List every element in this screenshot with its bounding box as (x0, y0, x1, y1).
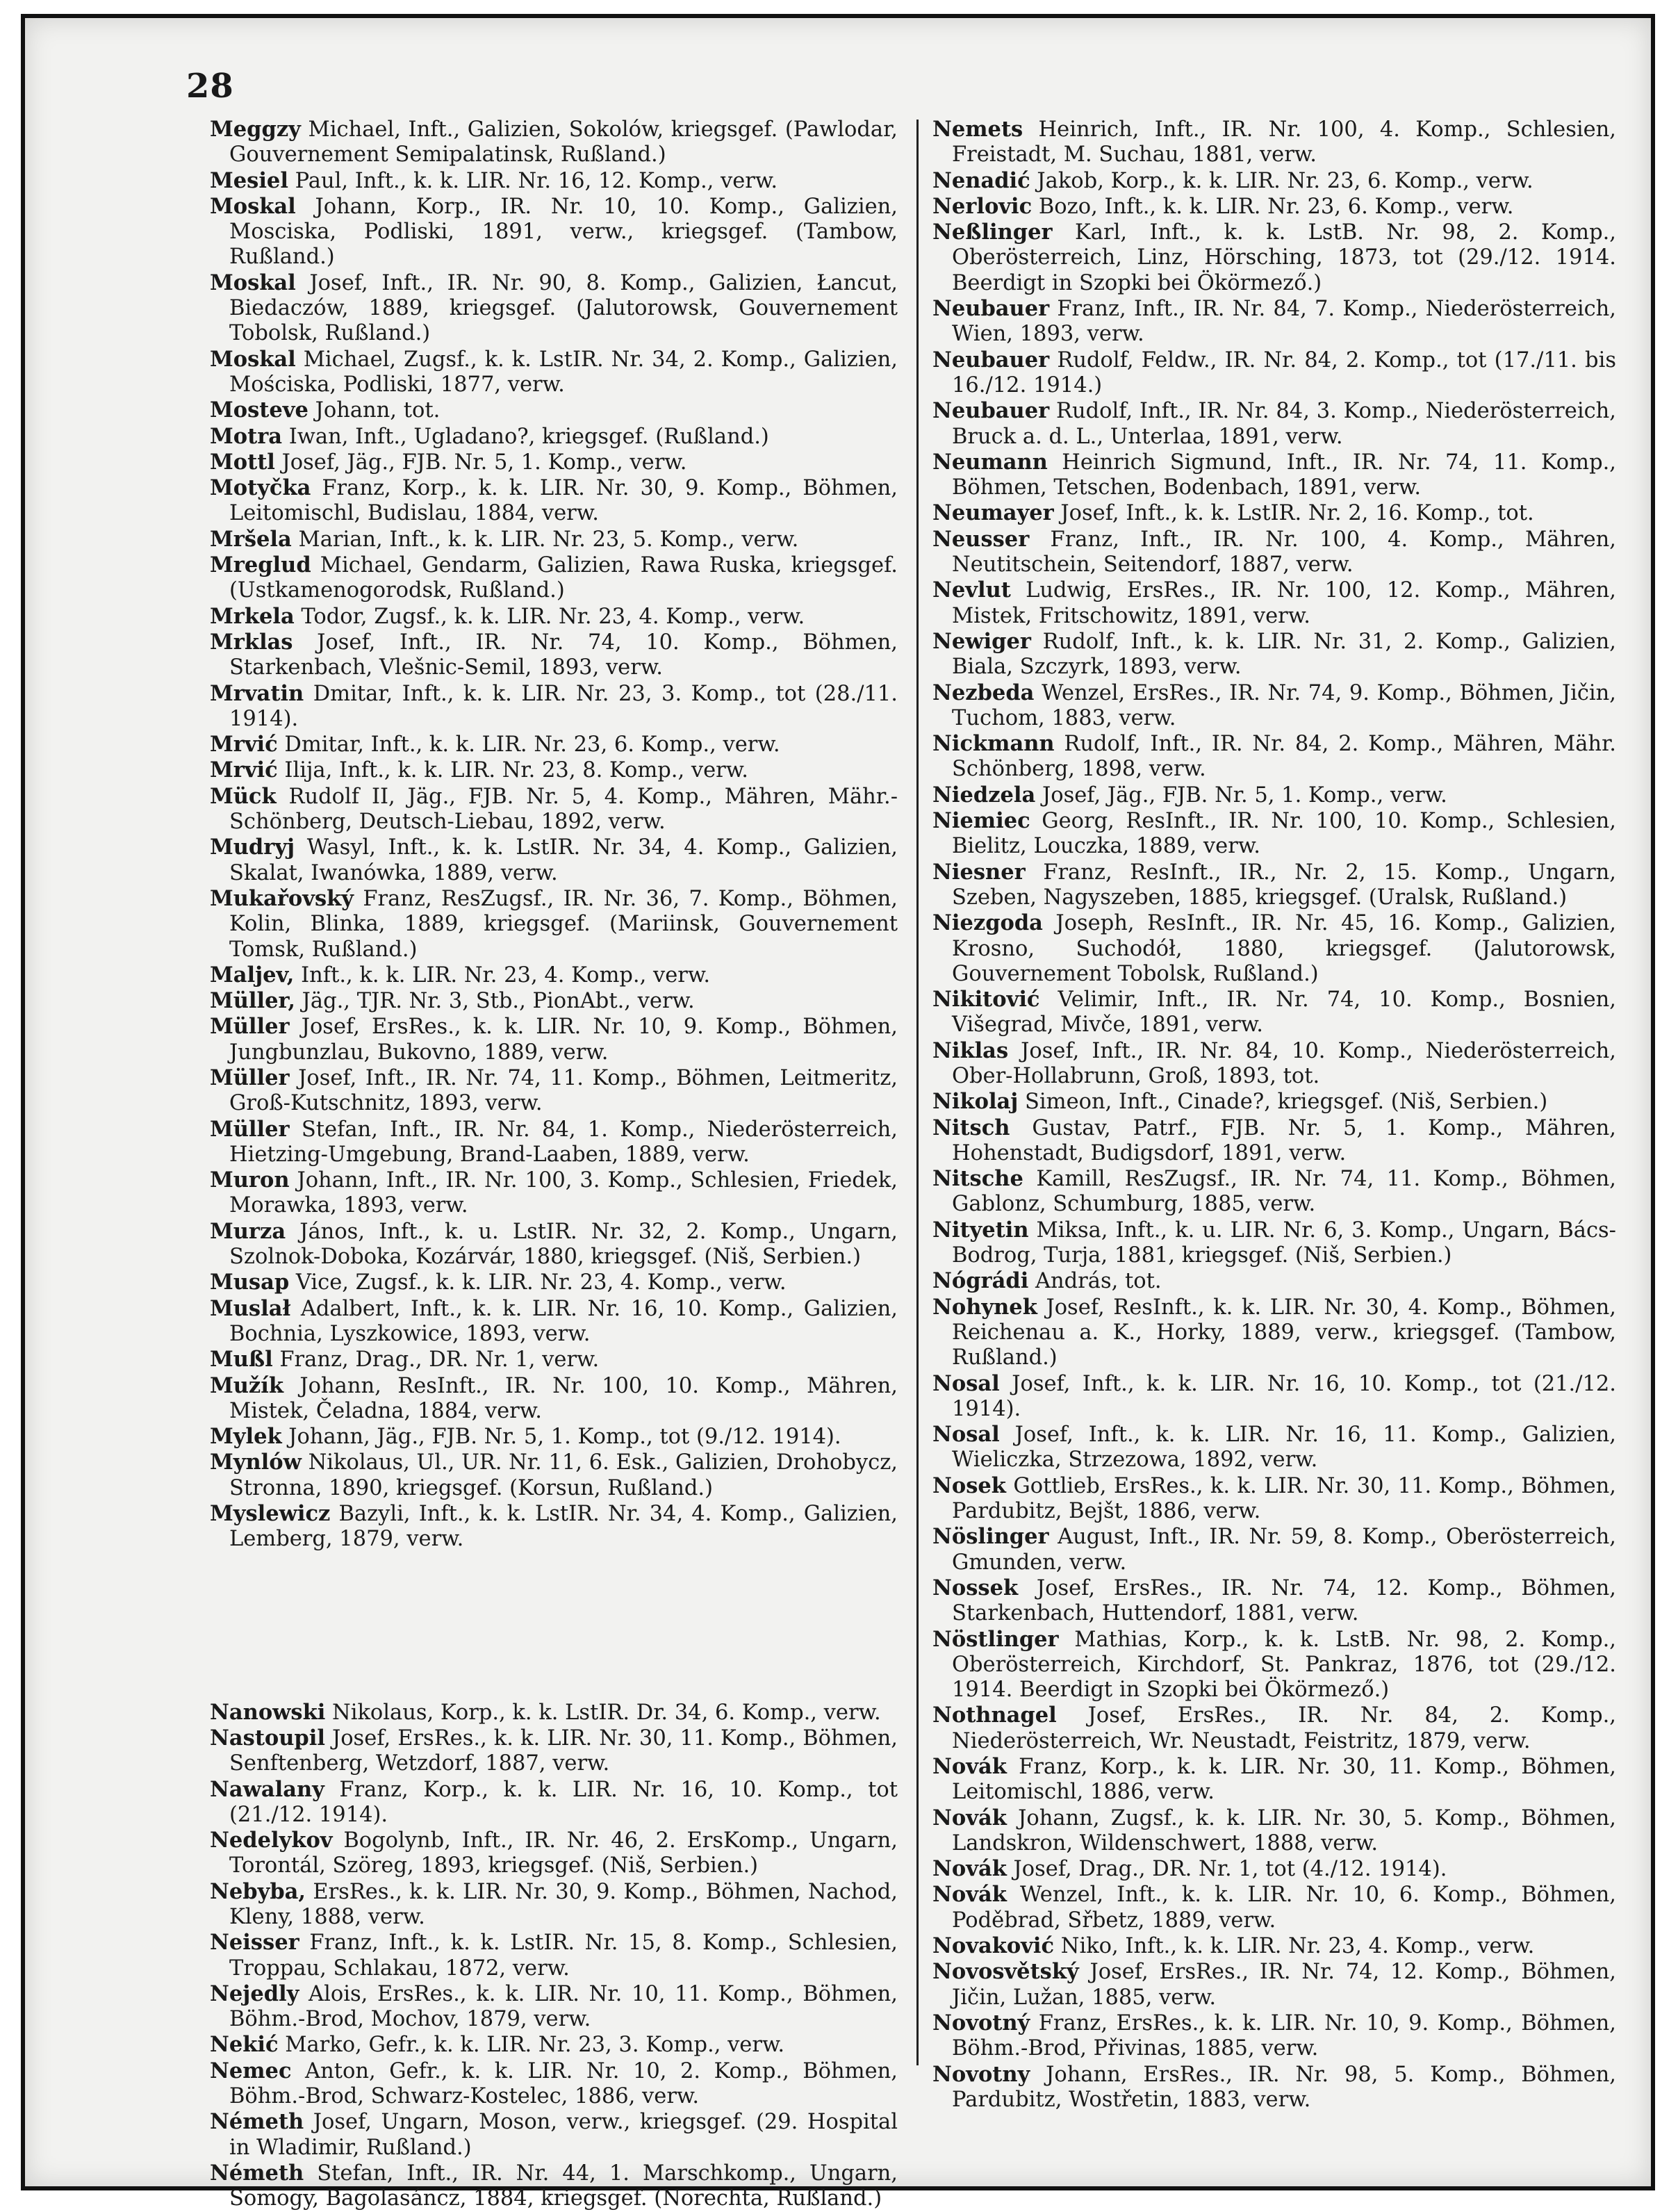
entry-surname: Neusser (932, 526, 1030, 552)
entry-surname: Mück (210, 783, 277, 809)
entry-surname: Novotný (932, 2010, 1030, 2035)
list-entry (932, 220, 1616, 296)
entry-surname: Musap (210, 1270, 290, 1295)
list-entry (932, 1575, 1616, 1627)
entry-surname: Niesner (932, 859, 1026, 885)
list-entry (932, 783, 1616, 808)
entry-details: Stefan, Inft., IR. Nr. 84, 1. Komp., Niederösterreich, Hietzing-Umgebung, Brand-Laaben, 1889, verw. (229, 1117, 898, 1167)
list-entry (210, 1065, 898, 1117)
list-entry (210, 270, 898, 347)
list-entry (210, 552, 898, 604)
list-entry (210, 1219, 898, 1270)
entry-surname: Müller (210, 1065, 290, 1090)
entry-details: Gustav, Patrf., FJB. Nr. 5, 1. Komp., Mähren, Hohenstadt, Budigsdorf, 1891, verw. (952, 1115, 1616, 1165)
list-entry (932, 680, 1616, 732)
entry-details: Velimir, Inft., IR. Nr. 74, 10. Komp., Bosnien, Višegrad, Mivče, 1891, verw. (952, 988, 1616, 1038)
list-entry (210, 1450, 898, 1501)
section-gap (210, 1553, 898, 1700)
list-entry (210, 1373, 898, 1425)
list-entry (210, 1726, 898, 1777)
entry-details: Michael, Gendarm, Galizien, Rawa Ruska, kriegsgef. (Ustkamenogorodsk, Rußland.) (229, 553, 898, 603)
entry-surname: Nezbeda (932, 680, 1035, 705)
entry-details: Josef, Inft., IR. Nr. 74, 10. Komp., Böhmen, Starkenbach, Vlešnic-Semil, 1893, verw. (229, 630, 898, 680)
entry-details: Anton, Gefr., k. k. LIR. Nr. 10, 2. Komp., Böhmen, Böhm.-Brod, Schwarz-Kostelec, 1886, verw. (229, 2058, 898, 2109)
list-entry (932, 1754, 1616, 1805)
entry-surname: Neubauer (932, 296, 1050, 322)
entry-details: Franz, ResInft., IR., Nr. 2, 15. Komp., Ungarn, Szeben, Nagyszeben, 1885, kriegsgef. (Uralsk, Rußland.) (952, 860, 1616, 910)
entry-details: Paul, Inft., k. k. LIR. Nr. 16, 12. Komp., verw. (288, 168, 778, 193)
entry-details: Niko, Inft., k. k. LIR. Nr. 23, 4. Komp., verw. (1054, 1934, 1535, 1959)
list-entry (210, 1879, 898, 1931)
list-entry (210, 2032, 898, 2058)
entry-details: Bozo, Inft., k. k. LIR. Nr. 23, 6. Komp., verw. (1032, 194, 1514, 219)
list-entry (932, 450, 1616, 501)
document-page (21, 14, 1655, 2211)
entry-surname: Mrvić (210, 732, 278, 757)
list-entry (210, 398, 898, 423)
entry-surname: Mesiel (210, 167, 288, 193)
list-entry (210, 2109, 898, 2161)
list-entry (932, 168, 1616, 194)
list-entry (932, 1295, 1616, 1371)
entry-details: Franz, Inft., IR. Nr. 84, 7. Komp., Niederösterreich, Wien, 1893, verw. (952, 297, 1616, 347)
list-entry (210, 347, 898, 398)
list-entry (932, 1524, 1616, 1575)
list-entry (932, 1703, 1616, 1754)
entry-details: Johann, ResInft., IR. Nr. 100, 10. Komp., Mähren, Mistek, Čeladna, 1884, verw. (229, 1373, 898, 1423)
entry-surname: Nebyba, (210, 1878, 306, 1904)
entry-details: Josef, ErsRes., IR. Nr. 74, 12. Komp., Böhmen, Jičin, Lužan, 1885, verw. (952, 1960, 1616, 2010)
list-entry (210, 757, 898, 783)
list-entry (210, 1117, 898, 1168)
entry-surname: Mužík (210, 1373, 283, 1398)
entry-details: Franz, Inft., IR. Nr. 100, 4. Komp., Mähren, Neutitschein, Seitendorf, 1887, verw. (952, 527, 1616, 577)
entry-details: Rudolf, Inft., k. k. LIR. Nr. 31, 2. Komp., Galizien, Biala, Szczyrk, 1893, verw. (952, 629, 1616, 680)
list-entry (932, 731, 1616, 783)
entry-surname: Novaković (932, 1933, 1055, 1959)
entry-surname: Nikitović (932, 987, 1040, 1013)
list-entry (932, 527, 1616, 578)
list-entry (210, 1981, 898, 2033)
entry-surname: Nosek (932, 1473, 1006, 1498)
entry-surname: Nógrádi (932, 1268, 1029, 1294)
list-entry (210, 1777, 898, 1828)
list-entry (932, 500, 1616, 526)
list-entry (932, 1627, 1616, 1703)
entry-details: Johann, ErsRes., IR. Nr. 98, 5. Komp., Böhmen, Pardubitz, Wostřetin, 1883, verw. (952, 2062, 1616, 2112)
entry-details: Ludwig, ErsRes., IR. Nr. 100, 12. Komp., Mähren, Mistek, Fritschowitz, 1891, verw. (952, 578, 1616, 628)
list-entry (932, 1856, 1616, 1882)
entry-details: Alois, ErsRes., k. k. LIR. Nr. 10, 11. Komp., Böhmen, Böhm.-Brod, Mochov, 1879, verw. (229, 1981, 898, 2032)
entry-details: András, tot. (1028, 1269, 1162, 1294)
list-entry (932, 1089, 1616, 1115)
entry-surname: Nastoupil (210, 1725, 325, 1751)
entry-surname: Nohynek (932, 1294, 1037, 1320)
entry-details: Heinrich, Inft., IR. Nr. 100, 4. Komp., Schlesien, Freistadt, M. Suchau, 1881, verw. (952, 117, 1616, 167)
left-column (210, 117, 898, 2212)
entry-details: Nikolaus, Ul., UR. Nr. 11, 6. Esk., Galizien, Drohobycz, Stronna, 1890, kriegsgef. (Korsun, Rußland.) (229, 1450, 898, 1500)
list-entry (932, 117, 1616, 168)
entry-surname: Novosvětský (932, 1959, 1079, 1985)
list-entry (210, 630, 898, 681)
list-entry (210, 681, 898, 732)
list-entry (210, 194, 898, 270)
entry-details: Josef, Inft., k. k. LIR. Nr. 16, 11. Komp., Galizien, Wieliczka, Strzezowa, 1892, verw. (952, 1423, 1616, 1473)
entry-details: Mathias, Korp., k. k. LstB. Nr. 98, 2. Komp., Oberösterreich, Kirchdorf, St. Pankraz, 1876, tot (29./12. 1914. Beerdigt in Szopki bei Ökörmező.) (952, 1627, 1616, 1703)
list-entry (210, 168, 898, 194)
entry-details: Nikolaus, Korp., k. k. LstIR. Dr. 34, 6. Komp., verw. (325, 1700, 881, 1725)
entry-details: Michael, Inft., Galizien, Sokolów, kriegsgef. (Pawlodar, Gouvernement Semipalatinsk, Rußland.) (229, 117, 898, 167)
entry-details: Wasyl, Inft., k. k. LstIR. Nr. 34, 4. Komp., Galizien, Skalat, Iwanówka, 1889, verw. (229, 835, 898, 885)
entry-details: Josef, Inft., IR. Nr. 90, 8. Komp., Galizien, Łancut, Biedaczów, 1889, kriegsgef. (Jalutorowsk, Gouvernement Tobolsk, Rußland.) (229, 270, 898, 346)
entry-details: Josef, Drag., DR. Nr. 1, tot (4./12. 1914). (1006, 1857, 1447, 1882)
list-entry (210, 1270, 898, 1295)
entry-details: Iwan, Inft., Ugladano?, kriegsgef. (Rußland.) (282, 424, 769, 449)
entry-details: Josef, Inft., k. k. LstIR. Nr. 2, 16. Komp., tot. (1053, 501, 1534, 526)
entry-surname: Nawalany (210, 1776, 324, 1802)
entry-details: Karl, Inft., k. k. LstB. Nr. 98, 2. Komp., Oberösterreich, Linz, Hörsching, 1873, tot (29./12. 1914. Beerdigt in Szopki bei Ökörmező.) (952, 220, 1616, 295)
entry-details: August, Inft., IR. Nr. 59, 8. Komp., Oberösterreich, Gmunden, verw. (952, 1525, 1616, 1575)
list-entry (210, 732, 898, 757)
entry-details: Jakob, Korp., k. k. LIR. Nr. 23, 6. Komp., verw. (1030, 168, 1533, 193)
entry-details: Dmitar, Inft., k. k. LIR. Nr. 23, 6. Komp., verw. (277, 732, 780, 757)
right-column (932, 117, 1616, 2113)
list-entry (210, 1930, 898, 1981)
entry-surname: Motra (210, 423, 283, 449)
list-entry (210, 527, 898, 552)
entry-surname: Muslał (210, 1295, 291, 1321)
entry-surname: Neubauer (932, 347, 1050, 372)
entry-surname: Motyčka (210, 475, 311, 501)
list-entry (932, 1933, 1616, 1959)
entry-details: Adalbert, Inft., k. k. LIR. Nr. 16, 10. Komp., Galizien, Bochnia, Lyszkowice, 1893, verw. (229, 1296, 898, 1346)
entry-details: Michael, Zugsf., k. k. LstIR. Nr. 34, 2. Komp., Galizien, Mościska, Podliski, 1877, verw. (229, 347, 898, 397)
list-entry (210, 2161, 898, 2212)
entry-surname: Németh (210, 2160, 304, 2186)
entry-surname: Nikolaj (932, 1089, 1019, 1115)
entry-details: Franz, ResZugsf., IR. Nr. 36, 7. Komp., Böhmen, Kolin, Blinka, 1889, kriegsgef. (Mariinsk, Gouvernement Tomsk, Rußland.) (229, 886, 898, 962)
entry-surname: Nityetin (932, 1217, 1029, 1243)
list-entry (932, 860, 1616, 911)
entry-surname: Nöstlinger (932, 1626, 1059, 1652)
entry-surname: Müller (210, 1014, 290, 1040)
list-entry (932, 1268, 1616, 1294)
list-entry (210, 1347, 898, 1373)
list-entry (932, 577, 1616, 629)
entry-surname: Müller, (210, 988, 295, 1014)
entry-surname: Meggzy (210, 117, 301, 142)
entry-details: Josef, Jäg., FJB. Nr. 5, 1. Komp., verw. (1035, 783, 1447, 808)
entry-surname: Mreglud (210, 552, 311, 578)
entry-surname: Nevlut (932, 577, 1011, 603)
entry-details: Simeon, Inft., Cinade?, kriegsgef. (Niš, Serbien.) (1018, 1090, 1548, 1115)
entry-surname: Mynlów (210, 1450, 302, 1475)
list-entry (210, 1014, 898, 1065)
list-entry (210, 2058, 898, 2110)
list-entry (210, 835, 898, 886)
list-entry (210, 475, 898, 527)
entry-details: Georg, ResInft., IR. Nr. 100, 10. Komp., Schlesien, Bielitz, Louczka, 1889, verw. (952, 809, 1616, 859)
entry-details: Franz, Drag., DR. Nr. 1, verw. (272, 1347, 600, 1373)
entry-details: Vice, Zugsf., k. k. LIR. Nr. 23, 4. Komp., verw. (289, 1270, 787, 1295)
entry-details: Franz, ErsRes., k. k. LIR. Nr. 10, 9. Komp., Böhmen, Böhm.-Brod, Přivinas, 1885, verw. (952, 2010, 1616, 2061)
entry-surname: Neßlinger (932, 220, 1053, 245)
entry-details: Josef, ErsRes., IR. Nr. 74, 12. Komp., Böhmen, Starkenbach, Huttendorf, 1881, verw. (952, 1575, 1616, 1626)
entry-surname: Nosal (932, 1422, 1000, 1448)
entry-surname: Moskal (210, 270, 296, 295)
entry-details: Franz, Korp., k. k. LIR. Nr. 30, 11. Komp., Böhmen, Leitomischl, 1886, verw. (952, 1755, 1616, 1805)
entry-surname: Neubauer (932, 398, 1050, 424)
entry-details: Franz, Korp., k. k. LIR. Nr. 30, 9. Komp., Böhmen, Leitomischl, Budislau, 1884, verw. (229, 476, 898, 526)
list-entry (210, 450, 898, 475)
list-entry (210, 1501, 898, 1553)
entry-surname: Nerlovic (932, 193, 1033, 219)
list-entry (932, 987, 1616, 1038)
entry-surname: Moskal (210, 193, 296, 219)
entry-details: Josef, Jäg., FJB. Nr. 5, 1. Komp., verw. (274, 450, 687, 475)
entry-details: ErsRes., k. k. LIR. Nr. 30, 9. Komp., Böhmen, Nachod, Kleny, 1888, verw. (229, 1879, 898, 1929)
entry-details: Johann, tot. (308, 398, 441, 423)
entry-surname: Nossek (932, 1575, 1019, 1600)
entry-details: Stefan, Inft., IR. Nr. 44, 1. Marschkomp., Ungarn, Somogy, Bagolasáncz, 1884, kriegsgef. (Norechta, Rußland.) (229, 2161, 898, 2211)
entry-details: Rudolf II, Jäg., FJB. Nr. 5, 4. Komp., Mähren, Mähr.-Schönberg, Deutsch-Liebau, 1892, verw. (229, 784, 898, 835)
entry-surname: Niedzela (932, 782, 1036, 808)
entry-details: Josef, ErsRes., k. k. LIR. Nr. 10, 9. Komp., Böhmen, Jungbunzlau, Bukovno, 1889, verw. (229, 1015, 898, 1065)
entry-details: Bogolynb, Inft., IR. Nr. 46, 2. ErsKomp., Ungarn, Torontál, Szöreg, 1893, kriegsgef. (Niš, Serbien.) (229, 1828, 898, 1878)
entry-details: Wenzel, Inft., k. k. LIR. Nr. 10, 6. Komp., Böhmen, Poděbrad, Sřbetz, 1889, verw. (952, 1883, 1616, 1933)
list-entry (932, 1959, 1616, 2010)
list-entry (210, 117, 898, 168)
entry-details: Rudolf, Inft., IR. Nr. 84, 3. Komp., Niederösterreich, Bruck a. d. L., Unterlaa, 1891, verw. (952, 399, 1616, 449)
entry-details: Josef, Inft., k. k. LIR. Nr. 16, 10. Komp., tot (21./12. 1914). (952, 1371, 1616, 1421)
entry-surname: Nemets (932, 117, 1023, 142)
entry-surname: Neisser (210, 1930, 299, 1956)
entry-surname: Mršela (210, 526, 292, 552)
entry-surname: Nanowski (210, 1699, 326, 1725)
list-entry (932, 296, 1616, 347)
entry-details: Josef, ErsRes., k. k. LIR. Nr. 30, 11. Komp., Böhmen, Senftenberg, Wetzdorf, 1887, verw. (229, 1726, 898, 1776)
entry-details: Todor, Zugsf., k. k. LIR. Nr. 23, 4. Komp., verw. (294, 604, 805, 629)
list-entry (932, 398, 1616, 450)
list-entry (932, 1422, 1616, 1473)
entry-details: Inft., k. k. LIR. Nr. 23, 4. Komp., verw. (294, 962, 711, 988)
entry-surname: Nedelykov (210, 1828, 333, 1853)
list-entry (210, 1424, 898, 1450)
list-entry (932, 194, 1616, 220)
entry-surname: Nothnagel (932, 1703, 1057, 1728)
entry-surname: Niklas (932, 1038, 1009, 1063)
entry-details: Kamill, ResZugsf., IR. Nr. 74, 11. Komp., Böhmen, Gablonz, Schumburg, 1885, verw. (952, 1167, 1616, 1217)
entry-surname: Myslewicz (210, 1501, 331, 1527)
entry-details: Johann, Inft., IR. Nr. 100, 3. Komp., Schlesien, Friedek, Morawka, 1893, verw. (229, 1168, 898, 1218)
entry-surname: Nöslinger (932, 1524, 1049, 1550)
entry-surname: Mrkela (210, 603, 295, 629)
entry-details: Gottlieb, ErsRes., k. k. LIR. Nr. 30, 11. Komp., Böhmen, Pardubitz, Bejšt, 1886, verw. (952, 1473, 1616, 1524)
entry-surname: Mrvić (210, 757, 278, 783)
entry-details: Johann, Zugsf., k. k. LIR. Nr. 30, 5. Komp., Böhmen, Landskron, Wildenschwert, 1888, verw. (952, 1805, 1616, 1855)
entry-surname: Novák (932, 1856, 1007, 1882)
list-entry (932, 1166, 1616, 1218)
entry-surname: Mukařovský (210, 885, 354, 911)
entry-details: Franz, Inft., k. k. LstIR. Nr. 15, 8. Komp., Schlesien, Troppau, Schlakau, 1872, verw. (229, 1931, 898, 1981)
list-entry (210, 1168, 898, 1219)
entry-surname: Nekić (210, 2032, 279, 2058)
entry-surname: Novák (932, 1882, 1007, 1908)
entry-surname: Maljev, (210, 962, 295, 988)
list-entry (932, 347, 1616, 399)
entry-surname: Nemec (210, 2058, 292, 2083)
entry-surname: Neumann (932, 449, 1048, 475)
entry-details: Johann, Jäg., FJB. Nr. 5, 1. Komp., tot (9./12. 1914). (281, 1425, 841, 1450)
entry-surname: Mudryj (210, 835, 295, 860)
entry-details: Dmitar, Inft., k. k. LIR. Nr. 23, 3. Komp., tot (28./11. 1914). (229, 681, 898, 731)
list-entry (210, 886, 898, 962)
list-entry (932, 1882, 1616, 1933)
entry-details: Marko, Gefr., k. k. LIR. Nr. 23, 3. Komp., verw. (278, 2033, 785, 2058)
entry-surname: Murza (210, 1218, 286, 1244)
entry-surname: Muron (210, 1168, 290, 1193)
list-entry (932, 1371, 1616, 1423)
entry-surname: Mylek (210, 1424, 282, 1450)
entry-details: Miksa, Inft., k. u. LIR. Nr. 6, 3. Komp., Ungarn, Bács-Bodrog, Turja, 1881, kriegsgef. (Niš, Serbien.) (952, 1218, 1616, 1268)
entry-details: Rudolf, Inft., IR. Nr. 84, 2. Komp., Mähren, Mähr. Schönberg, 1898, verw. (952, 732, 1616, 782)
list-entry (210, 604, 898, 630)
entry-details: Marian, Inft., k. k. LIR. Nr. 23, 5. Komp., verw. (291, 527, 799, 552)
entry-details: Wenzel, ErsRes., IR. Nr. 74, 9. Komp., Böhmen, Jičin, Tuchom, 1883, verw. (952, 680, 1616, 730)
entry-surname: Mrvatin (210, 680, 304, 706)
entry-details: Josef, ResInft., k. k. LIR. Nr. 30, 4. Komp., Böhmen, Reichenau a. K., Horky, 1889, verw., kriegsgef. (Tambow, Rußland.) (952, 1295, 1616, 1370)
entry-surname: Mosteve (210, 398, 309, 423)
entry-details: János, Inft., k. u. LstIR. Nr. 32, 2. Komp., Ungarn, Szolnok-Doboka, Kozárvár, 1880, kriegsgef. (Niš, Serbien.) (229, 1219, 898, 1270)
entry-surname: Nickmann (932, 731, 1055, 757)
entry-details: Franz, Korp., k. k. LIR. Nr. 16, 10. Komp., tot (21./12. 1914). (229, 1777, 898, 1827)
entry-surname: Nitsch (932, 1115, 1010, 1140)
list-entry (210, 1828, 898, 1879)
entry-details: Heinrich Sigmund, Inft., IR. Nr. 74, 11. Komp., Böhmen, Tetschen, Bodenbach, 1891, verw. (952, 450, 1616, 500)
entry-surname: Mrklas (210, 629, 293, 655)
entry-surname: Novák (932, 1805, 1007, 1830)
entry-details: Bazyli, Inft., k. k. LstIR. Nr. 34, 4. Komp., Galizien, Lemberg, 1879, verw. (229, 1502, 898, 1552)
list-entry (210, 962, 898, 988)
list-entry (210, 1296, 898, 1347)
list-entry (210, 424, 898, 450)
list-entry (932, 910, 1616, 987)
entry-surname: Mußl (210, 1347, 273, 1373)
list-entry (932, 1038, 1616, 1090)
entry-surname: Novotny (932, 2061, 1030, 2087)
list-entry (210, 988, 898, 1014)
entry-details: Johann, Korp., IR. Nr. 10, 10. Komp., Galizien, Mosciska, Podliski, 1891, verw., kriegsgef. (Tambow, Rußland.) (229, 194, 898, 270)
entry-details: Josef, Inft., IR. Nr. 74, 11. Komp., Böhmen, Leitmeritz, Groß-Kutschnitz, 1893, verw. (229, 1065, 898, 1116)
list-entry (932, 808, 1616, 860)
entry-surname: Nosal (932, 1370, 1000, 1396)
list-entry (932, 1805, 1616, 1857)
column-divider (916, 120, 919, 2065)
list-entry (932, 1473, 1616, 1525)
list-entry (932, 1218, 1616, 1269)
entry-details: Ilija, Inft., k. k. LIR. Nr. 23, 8. Komp., verw. (277, 758, 748, 783)
entry-details: Josef, Ungarn, Moson, verw., kriegsgef. (29. Hospital in Wladimir, Rußland.) (229, 2110, 898, 2160)
entry-surname: Niezgoda (932, 910, 1043, 936)
entry-surname: Németh (210, 2109, 304, 2135)
entry-surname: Moskal (210, 346, 296, 372)
entry-details: Joseph, ResInft., IR. Nr. 45, 16. Komp., Galizien, Krosno, Suchodół, 1880, kriegsgef. (Jalutorowsk, Gouvernement Tobolsk, Rußland.) (952, 911, 1616, 986)
entry-details: Josef, ErsRes., IR. Nr. 84, 2. Komp., Niederösterreich, Wr. Neustadt, Feistritz, 1879, verw. (952, 1703, 1616, 1753)
entry-surname: Neumayer (932, 500, 1054, 526)
entry-details: Rudolf, Feldw., IR. Nr. 84, 2. Komp., tot (17./11. bis 16./12. 1914.) (952, 347, 1616, 398)
entry-details: Jäg., TJR. Nr. 3, Stb., PionAbt., verw. (295, 989, 695, 1014)
entry-surname: Nenadić (932, 167, 1030, 193)
entry-surname: Newiger (932, 628, 1031, 654)
list-entry (210, 1700, 898, 1726)
list-entry (210, 784, 898, 835)
list-entry (932, 629, 1616, 680)
entry-surname: Mottl (210, 449, 275, 475)
entry-surname: Müller (210, 1116, 290, 1142)
page-number: 28 (186, 67, 234, 106)
entry-surname: Novák (932, 1754, 1007, 1779)
entry-surname: Nitsche (932, 1166, 1023, 1192)
entry-surname: Niemiec (932, 808, 1030, 834)
list-entry (932, 2062, 1616, 2113)
list-entry (932, 1115, 1616, 1167)
entry-details: Josef, Inft., IR. Nr. 84, 10. Komp., Niederösterreich, Ober-Hollabrunn, Groß, 1893, tot. (952, 1038, 1616, 1088)
entry-surname: Nejedly (210, 1981, 299, 2006)
list-entry (932, 2010, 1616, 2062)
